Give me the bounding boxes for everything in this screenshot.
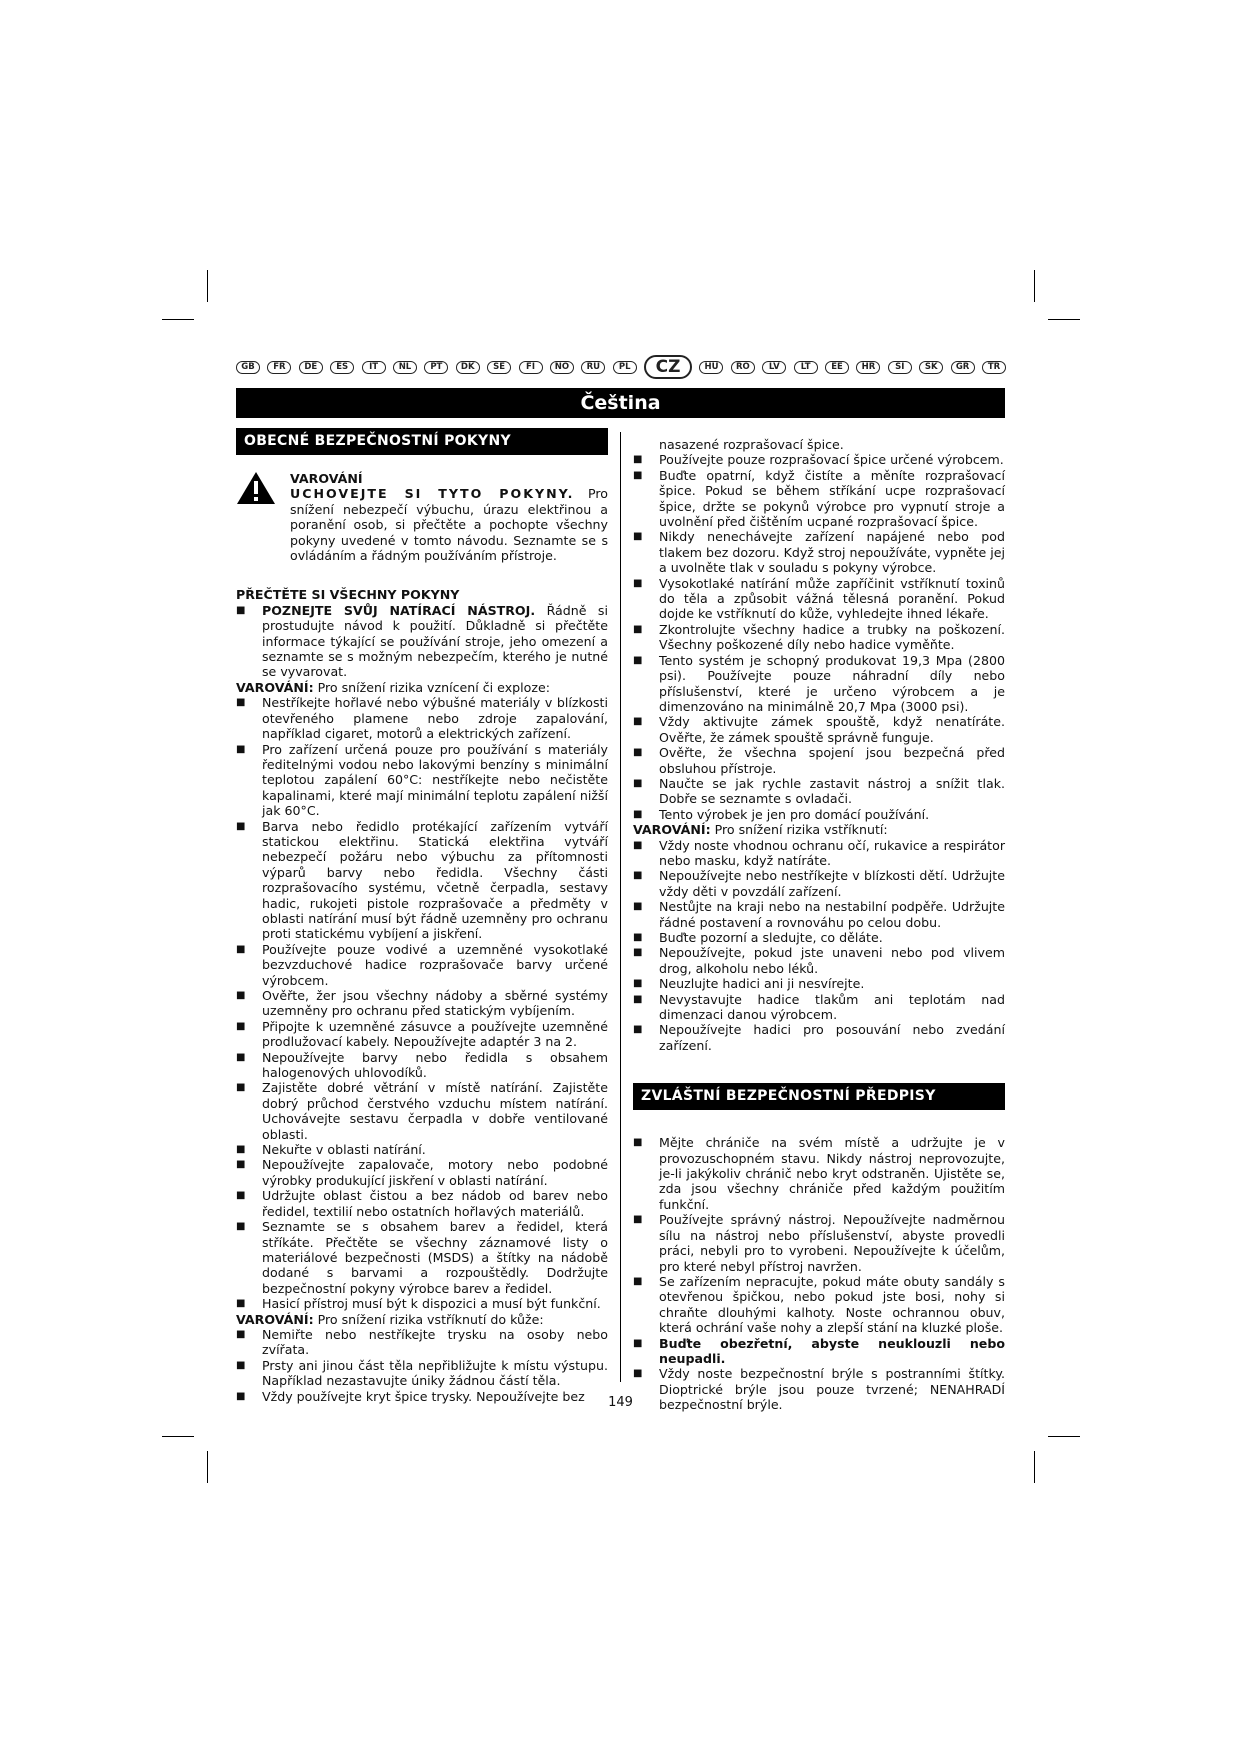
lang-pill: FR xyxy=(267,361,291,374)
lang-pill: HU xyxy=(699,361,723,374)
list-item: ■ Udržujte oblast čistou a bez nádob od barev nebo ředidel, textilií nebo ostatních hořlavých materiálů. xyxy=(236,1188,608,1219)
keep-instructions: UCHOVEJTE SI TYTO POKYNY. xyxy=(290,486,575,502)
list-item: ■ Vždy aktivujte zámek spouště, když nenatíráte. Ověřte, že zámek spouště správně funguje. xyxy=(633,714,1005,745)
square-bullet-icon: ■ xyxy=(633,623,643,635)
list-item: ■ Používejte pouze rozprašovací špice určené výrobcem. xyxy=(633,452,1004,468)
square-bullet-icon: ■ xyxy=(236,1144,246,1156)
square-bullet-icon: ■ xyxy=(236,1390,246,1402)
square-bullet-icon: ■ xyxy=(236,990,246,1001)
list-item: ■ Používejte pouze vodivé a uzemněné vysokotlaké bezvzduchové hadice rozprašovače barvy určené výrobcem. xyxy=(236,941,608,988)
list-item: ■ Buďte opatrní, když čistíte a měníte rozprašovací špice. Pokud se během stříkání ucpe rozprašovací špice, držte se pokynů výrobce pro vypnutí stroje a uvolnění před čištěním ucpané rozprašovací špice. xyxy=(633,467,1005,530)
lang-pill: LV xyxy=(762,361,786,374)
left-column xyxy=(236,428,608,1404)
lang-pill-active: CZ xyxy=(644,355,692,379)
crop-mark xyxy=(162,1436,194,1437)
section-heading: ZVLÁŠTNÍ BEZPEČNOSTNÍ PŘEDPISY xyxy=(633,1083,1005,1110)
square-bullet-icon: ■ xyxy=(633,808,643,820)
square-bullet-icon: ■ xyxy=(236,697,246,709)
square-bullet-icon: ■ xyxy=(633,716,643,728)
lang-pill: DE xyxy=(299,361,323,374)
lang-pill: DK xyxy=(456,361,480,374)
list-item: ■ Buďte pozorní a sledujte, co děláte. xyxy=(633,930,883,945)
warning-body: Pro snížení nebezpečí výbuchu, úrazu elektřinou a poranění osob, si přečtěte a pochopte všechny pokyny uvedené v tomto návodu. Seznamte se s ovládáním a řádným používáním přístroje. xyxy=(290,486,608,564)
warning-text xyxy=(282,471,608,563)
list-item: ■ Zajistěte dobré větrání v místě natírání. Zajistěte dobrý průchod čerstvého vzduchu místem natírání. Uchovávejte sestavu čerpadla v dobře ventilované oblasti. xyxy=(236,1080,608,1142)
square-bullet-icon: ■ xyxy=(236,820,246,832)
lang-pill: GR xyxy=(951,361,975,374)
list-item: ■ Neuzlujte hadici ani ji nesvírejte. xyxy=(633,976,865,992)
crop-mark xyxy=(1034,1451,1035,1483)
right-column xyxy=(633,437,1005,1413)
square-bullet-icon: ■ xyxy=(633,577,643,589)
list-item: ■ POZNEJTE SVŮJ NATÍRACÍ NÁSTROJ. Řádně si prostudujte návod k použití. Důkladně si přečtěte informace týkající se používání stroje, jeho omezení a seznamte se s možným nebezpečím, kterého je nutné se vyvarovat. xyxy=(236,602,608,680)
read-all-heading: PŘEČTĚTE SI VŠECHNY POKYNY xyxy=(236,587,460,603)
crop-mark xyxy=(207,270,208,302)
lang-pill: TR xyxy=(982,361,1006,374)
list-item: ■ Nepoužívejte barvy nebo ředidla s obsahem halogenových uhlovodíků. xyxy=(236,1049,608,1081)
lang-pill: SI xyxy=(888,361,912,374)
crop-mark xyxy=(162,319,194,320)
list-item: ■ Zkontrolujte všechny hadice a trubky na poškození. Všechny poškozené díly nebo hadice vyměňte. xyxy=(633,621,1005,653)
square-bullet-icon: ■ xyxy=(236,1190,246,1202)
crop-mark xyxy=(1048,1436,1080,1437)
list-item: ■ Tento systém je schopný produkovat 19,3 Mpa (2800 psi). Používejte pouze náhradní díly nebo příslušenství, které je určeno výrobcem a je dimenzováno na minimálně 20,7 Mpa (3000 psi). xyxy=(633,652,1005,714)
square-bullet-icon: ■ xyxy=(236,1159,246,1171)
list-item: ■ Nestůjte na kraji nebo na nestabilní podpěře. Udržujte řádné postavení a rovnováhu po celou dobu. xyxy=(633,899,1005,930)
lang-pill: RO xyxy=(731,361,755,374)
warning-block xyxy=(236,471,608,563)
column-divider xyxy=(620,432,621,1382)
lang-pill: ES xyxy=(330,361,354,374)
page-number: 149 xyxy=(608,1395,633,1410)
language-bar xyxy=(236,356,1006,378)
square-bullet-icon: ■ xyxy=(236,1221,246,1233)
list-item: ■ Nepoužívejte zapalovače, motory nebo podobné výrobky produkující jiskření v oblasti natírání. xyxy=(236,1157,608,1188)
list-item: ■ Seznamte se s obsahem barev a ředidel, která stříkáte. Přečtěte se všechny záznamové listy o materiálové bezpečnosti (MSDS) a štítky na nádobě dodané s barvami a rozpouštědly. Dodržujte bezpečnostní pokyny výrobce barev a ředidel. xyxy=(236,1219,608,1296)
list-item: ■ Připojte k uzemněné zásuvce a používejte uzemněné prodlužovací kabely. Nepoužívejte adaptér 3 na 2. xyxy=(236,1018,608,1050)
list-item: ■ Hasicí přístroj musí být k dispozici a musí být funkční. xyxy=(236,1296,601,1312)
list-item: ■ Nepoužívejte, pokud jste unaveni nebo pod vlivem drog, alkoholu nebo léků. xyxy=(633,945,1005,976)
warning-line: VAROVÁNÍ: Pro snížení rizika vstříknutí do kůže: xyxy=(236,1311,544,1327)
square-bullet-icon: ■ xyxy=(236,1082,246,1094)
square-bullet-icon: ■ xyxy=(633,978,643,990)
list-item: ■ Nestříkejte hořlavé nebo výbušné materiály v blízkosti otevřeného plamene nebo zdroje zapalování, například cigaret, motorů a elektrických zařízení. xyxy=(236,695,608,742)
square-bullet-icon: ■ xyxy=(633,1368,643,1380)
list-item: ■ Nevystavujte hadice tlakům ani teplotám nad dimenzaci danou výrobcem. xyxy=(633,991,1005,1023)
lang-pill: HR xyxy=(856,361,880,374)
crop-mark xyxy=(1048,319,1080,320)
list-item: ■ Nikdy nenechávejte zařízení napájené nebo pod tlakem bez dozoru. Když stroj nepoužíváte, vypněte jej a uvolněte tlak v souladu s pokyny výrobce. xyxy=(633,529,1005,576)
list-item: ■ Ověřte, žer jsou všechny nádoby a sběrné systémy uzemněny pro ochranu před statickým vybíjením. xyxy=(236,988,608,1019)
square-bullet-icon: ■ xyxy=(633,947,643,959)
list-item: ■ Vždy noste vhodnou ochranu očí, rukavice a respirátor nebo masku, když natíráte. xyxy=(633,837,1005,868)
square-bullet-icon: ■ xyxy=(633,870,643,882)
list-item: ■ Pro zařízení určená pouze pro používání s materiály ředitelnými vodou nebo lakovými benzíny s minimální teplotou zapálení 60°C: nestříkejte nebo nečistěte kapalinami, které mají minimální teplotu zapálení nižší jak 60°C. xyxy=(236,741,608,819)
crop-mark xyxy=(207,1451,208,1483)
square-bullet-icon: ■ xyxy=(633,1137,643,1149)
square-bullet-icon: ■ xyxy=(633,454,643,466)
square-bullet-icon: ■ xyxy=(633,1214,643,1226)
lang-pill: SE xyxy=(487,361,511,374)
square-bullet-icon: ■ xyxy=(633,993,643,1005)
square-bullet-icon: ■ xyxy=(633,654,643,666)
square-bullet-icon: ■ xyxy=(633,777,643,789)
square-bullet-icon: ■ xyxy=(236,1298,246,1310)
square-bullet-icon: ■ xyxy=(236,943,246,955)
list-item: ■ Nepoužívejte hadici pro posouvání nebo zvedání zařízení. xyxy=(633,1022,1005,1053)
square-bullet-icon: ■ xyxy=(633,1024,643,1036)
square-bullet-icon: ■ xyxy=(633,747,643,759)
square-bullet-icon: ■ xyxy=(633,531,643,543)
list-item: ■ Buďte obezřetní, abyste neuklouzli nebo neupadli. xyxy=(633,1335,1005,1366)
lang-pill: EE xyxy=(825,361,849,374)
lang-pill: GB xyxy=(236,361,260,374)
page-title: Čeština xyxy=(236,388,1005,418)
square-bullet-icon: ■ xyxy=(633,469,643,481)
list-item: ■ Ověřte, že všechna spojení jsou bezpečná před obsluhou přístroje. xyxy=(633,745,1005,776)
list-item: ■ Naučte se jak rychle zastavit nástroj a snížit tlak. Dobře se seznamte s ovladači. xyxy=(633,775,1005,807)
lang-pill: RU xyxy=(581,361,605,374)
list-item: ■ Používejte správný nástroj. Nepoužívejte nadměrnou sílu na nástroj nebo příslušenství, abyste provedli práci, nebyli pro to vyrobeni. Nepoužívejte k účelům, pro které nebyl přístroj navržen. xyxy=(633,1212,1005,1274)
lang-pill: PL xyxy=(613,361,637,374)
warning-line: VAROVÁNÍ: Pro snížení rizika vznícení či exploze: xyxy=(236,679,550,695)
lang-pill: IT xyxy=(362,361,386,374)
warning-title: VAROVÁNÍ xyxy=(290,471,363,486)
continuation-text: nasazené rozprašovací špice. xyxy=(659,437,844,452)
list-item: ■ Vysokotlaké natírání může zapříčinit vstříknutí toxinů do těla a způsobit vážná tělesná poranění. Pokud dojde ke vstříknutí do kůže, vyhledejte ihned lékaře. xyxy=(633,575,1005,622)
list-item: ■ Nepoužívejte nebo nestříkejte v blízkosti dětí. Udržujte vždy děti v povzdálí zařízení. xyxy=(633,868,1005,899)
warning-line: VAROVÁNÍ: Pro snížení rizika vstříknutí: xyxy=(633,822,888,838)
list-item: ■ Se zařízením nepracujte, pokud máte obuty sandály s otevřenou špičkou, nebo pokud jste bosi, nohy si chraňte dlouhými kalhoty. Noste ochrannou obuv, která ochrání vaše nohy a zlepší stání na kluzké ploše. xyxy=(633,1273,1005,1336)
list-item: ■ Nemiřte nebo nestříkejte trysku na osoby nebo zvířata. xyxy=(236,1326,608,1358)
square-bullet-icon: ■ xyxy=(236,1359,246,1371)
square-bullet-icon: ■ xyxy=(236,743,246,755)
square-bullet-icon: ■ xyxy=(236,604,246,616)
list-item: ■ Prsty ani jinou část těla nepřibližujte k místu výstupu. Například nezastavujte úniky žádnou částí těla. xyxy=(236,1357,608,1389)
lang-pill: FI xyxy=(519,361,543,374)
lang-pill: LT xyxy=(794,361,818,374)
list-item: ■ Tento výrobek je jen pro domácí používání. xyxy=(633,806,930,822)
list-item: ■ Vždy používejte kryt špice trysky. Nepoužívejte bez xyxy=(236,1388,585,1404)
square-bullet-icon: ■ xyxy=(236,1328,246,1340)
list-item: ■ Vždy noste bezpečnostní brýle s postranními štítky. Dioptrické brýle jsou pouze tvrzené; NENAHRADÍ bezpečnostní brýle. xyxy=(633,1366,1005,1413)
square-bullet-icon: ■ xyxy=(633,901,643,913)
square-bullet-icon: ■ xyxy=(236,1020,246,1032)
section-heading: OBECNÉ BEZPEČNOSTNÍ POKYNY xyxy=(236,428,608,455)
lang-pill: PT xyxy=(424,361,448,374)
lang-pill: SK xyxy=(919,361,943,374)
square-bullet-icon: ■ xyxy=(633,1337,643,1349)
square-bullet-icon: ■ xyxy=(236,1051,246,1063)
list-item: ■ Mějte chrániče na svém místě a udržujte je v provozuschopném stavu. Nikdy nástroj neprovozujte, je-li jakýkoliv chránič nebo kryt odstraněn. Ujistěte se, zda jsou všechny chrániče před každým použitím funkční. xyxy=(633,1135,1005,1212)
list-item: ■ Barva nebo ředidlo protékající zařízením vytváří statickou elektřinu. Statická elektřina vytváří nebezpečí požáru nebo výbuchu za přítomnosti výparů barvy nebo ředidla. Všechny části rozprašovacího systému, včetně čerpadla, sestavy hadic, rukojeti pistole rozprašovače a předměty v oblasti natírání musí být řádně uzemněny pro ochranu proti statickému vybíjení a jiskření. xyxy=(236,818,608,942)
lang-pill: NO xyxy=(550,361,574,374)
square-bullet-icon: ■ xyxy=(633,932,643,943)
warning-triangle-icon xyxy=(236,471,282,563)
list-item: ■ Nekuřte v oblasti natírání. xyxy=(236,1142,426,1158)
crop-mark xyxy=(1034,270,1035,302)
lang-pill: NL xyxy=(393,361,417,374)
square-bullet-icon: ■ xyxy=(633,1275,643,1287)
square-bullet-icon: ■ xyxy=(633,839,643,851)
